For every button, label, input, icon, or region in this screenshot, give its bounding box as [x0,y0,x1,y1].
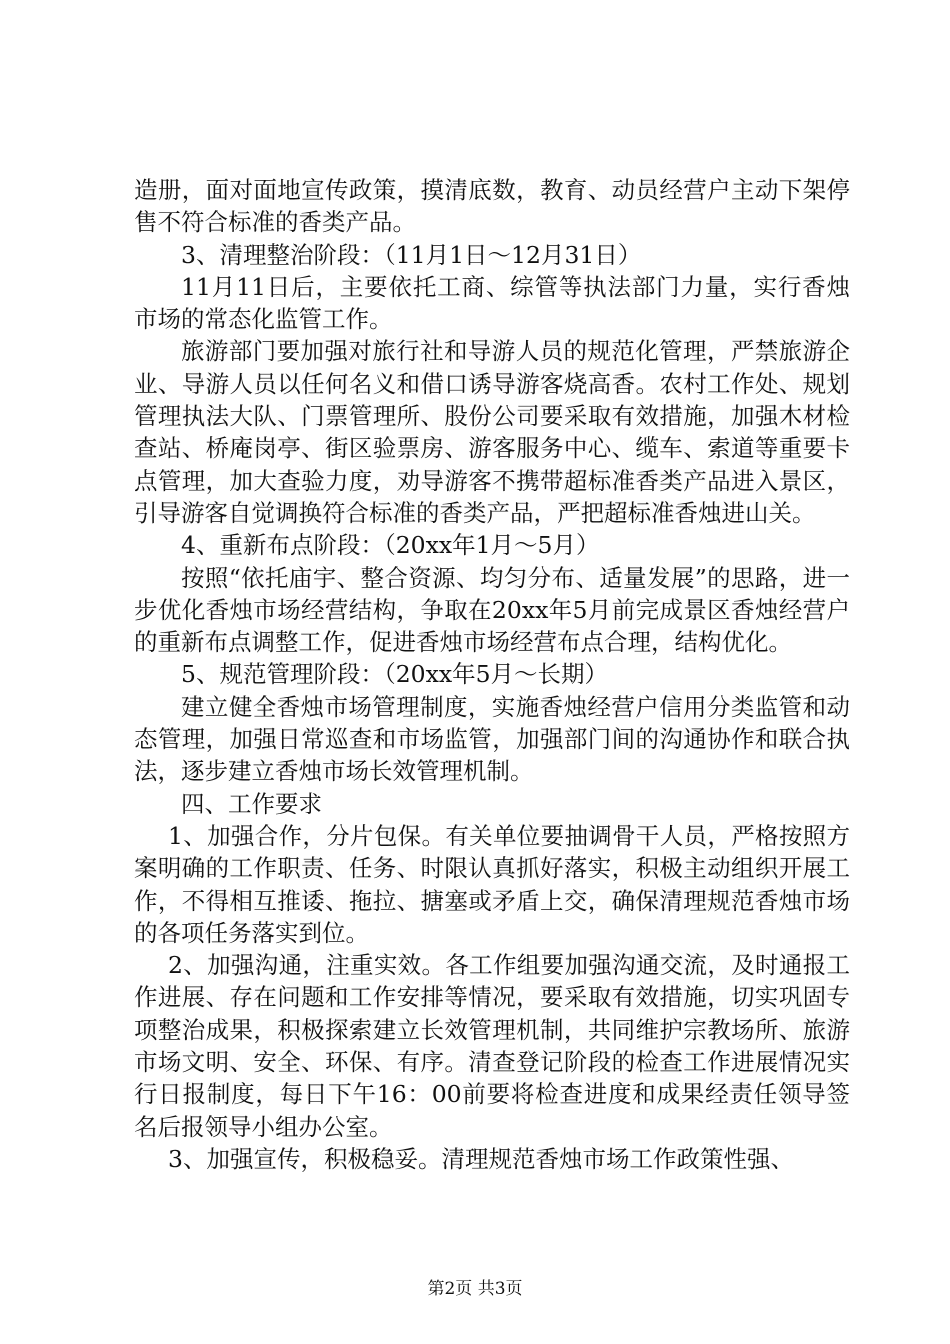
paragraph-stage-5-body: 建立健全香烛市场管理制度，实施香烛经营户信用分类监管和动态管理，加强日常巡查和市场监管，加强部门间的沟通协作和联合执法，逐步建立香烛市场长效管理机制。 [134,692,850,786]
paragraph-tourism-management: 旅游部门要加强对旅行社和导游人员的规范化管理，严禁旅游企业、导游人员以任何名义和借口诱导游客烧高香。农村工作处、规划管理执法大队、门票管理所、股份公司要采取有效措施，加强木材检查站、桥庵岗亭、街区验票房、游客服务中心、缆车、索道等重要卡点管理，加大查验力度，劝导游客不携带超标准香类产品进入景区，引导游客自觉调换符合标准的香类产品，严把超标准香烛进山关。 [134,337,850,527]
paragraph-stage-3-heading: 3、清理整治阶段：（11月1日～12月31日） [181,240,642,269]
paragraph-stage-4-body: 按照“依托庙宇、整合资源、均匀分布、适量发展”的思路，进一步优化香烛市场经营结构，争取在20xx年5月前完成景区香烛经营户的重新布点调整工作，促进香烛市场经营布点合理，结构优化。 [134,563,850,657]
paragraph-requirement-1: 1、加强合作，分片包保。有关单位要抽调骨干人员，严格按照方案明确的工作职责、任务、时限认真抓好落实，积极主动组织开展工作，不得相互推诿、拖拉、搪塞或矛盾上交，确保清理规范香烛市场的各项任务落实到位。 [134,821,850,947]
paragraph-stage-3-body: 11月11日后，主要依托工商、综管等执法部门力量，实行香烛市场的常态化监管工作。 [134,272,850,334]
paragraph-intro-continuation: 造册，面对面地宣传政策，摸清底数，教育、动员经营户主动下架停售不符合标准的香类产品。 [134,176,850,237]
page-number-footer: 第2页 共3页 [427,1279,523,1299]
paragraph-requirement-3: 3、加强宣传，积极稳妥。清理规范香烛市场工作政策性强、 [168,1144,794,1173]
paragraph-stage-4-heading: 4、重新布点阶段：（20xx年1月～5月） [181,531,600,560]
document-body [134,174,850,1175]
paragraph-requirement-2: 2、加强沟通，注重实效。各工作组要加强沟通交流，及时通报工作进展、存在问题和工作安排等情况，要采取有效措施，切实巩固专项整治成果，积极探索建立长效管理机制，共同维护宗教场所、旅游市场文明、安全、环保、有序。清查登记阶段的检查工作进展情况实行日报制度，每日下午16：00前要将检查进度和成果经责任领导签名后报领导小组办公室。 [134,951,850,1141]
paragraph-stage-5-heading: 5、规范管理阶段：（20xx年5月～长期） [181,660,609,689]
section-heading-work-requirements: 四、工作要求 [181,789,322,818]
